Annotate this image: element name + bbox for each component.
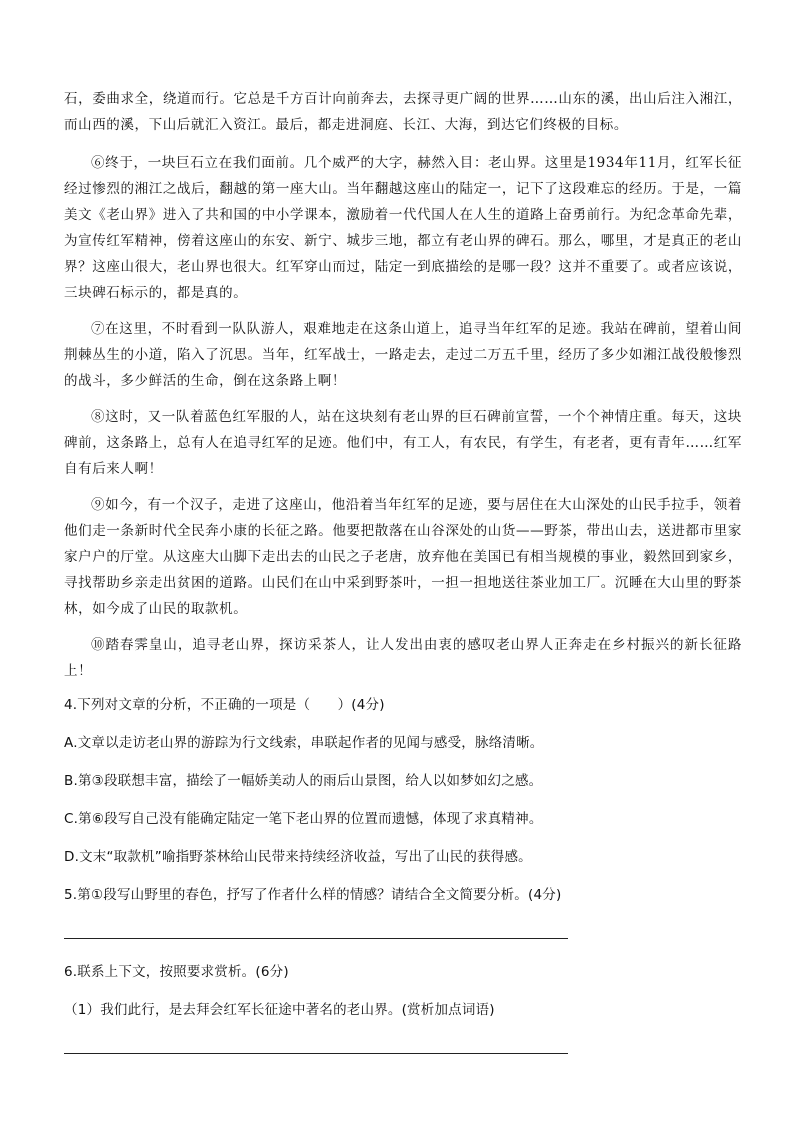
question-4-option-b: B.第③段联想丰富，描绘了一幅娇美动人的雨后山景图，给人以如梦如幻之感。 bbox=[64, 773, 543, 789]
document-page bbox=[64, 86, 742, 1054]
passage-paragraph-5-continued: 石，委曲求全，绕道而行。它总是千方百计向前奔去，去探寻更广阔的世界……山东的溪，出山后注入湘江，而山西的溪，下山后就汇入资江。最后，都走进洞庭、长江、大海，到达它们终极的目标。 bbox=[64, 91, 742, 133]
question-4-option-d: D.文末“取款机”喻指野茶林给山民带来持续经济收益，写出了山民的获得感。 bbox=[64, 849, 532, 865]
question-4: 4.下列对文章的分析，不正确的一项是（ ）(4分) bbox=[64, 697, 385, 713]
passage-paragraph-10: ⑩踏春霁皇山，追寻老山界，探访采茶人，让人发出由衷的感叹老山界人正奔走在乡村振兴的新长征路上！ bbox=[64, 637, 742, 679]
passage-paragraph-6: ⑥终于，一块巨石立在我们面前。几个威严的大字，赫然入目：老山界。这里是1934年11月，红军长征经过惨烈的湘江之战后，翻越的第一座大山。当年翻越这座山的陆定一，记下了这段难忘的经历。于是，一篇美文《老山界》进入了共和国的中小学课本，激励着一代代国人在人生的道路上奋勇前行。为纪念革命先辈，为宣传红军精神，傍着这座山的东安、新宁、城步三地，都立有老山界的碑石。那么，哪里，才是真正的老山界？这座山很大，老山界也很大。红军穿山而过，陆定一到底描绘的是哪一段？这并不重要了。或者应该说，三块碑石标示的，都是真的。 bbox=[64, 155, 742, 301]
question-5: 5.第①段写山野里的春色，抒写了作者什么样的情感？请结合全文简要分析。(4分) bbox=[64, 887, 562, 903]
passage-paragraph-7: ⑦在这里，不时看到一队队游人，艰难地走在这条山道上，追寻当年红军的足迹。我站在碑前，望着山间荆棘丛生的小道，陷入了沉思。当年，红军战士，一路走去，走过二万五千里，经历了多少如湘江战役般惨烈的战斗，多少鲜活的生命，倒在这条路上啊！ bbox=[64, 321, 742, 389]
question-6-part-1: （1）我们此行，是去拜会红军长征途中著名的老山界。(赏析加点词语) bbox=[64, 1002, 495, 1018]
passage-paragraph-8: ⑧这时，又一队着蓝色红军服的人，站在这块刻有老山界的巨石碑前宣誓，一个个神情庄重。每天，这块碑前，这条路上，总有人在追寻红军的足迹。他们中，有工人，有农民，有学生，有老者，更有青年……红军自有后来人啊！ bbox=[64, 409, 742, 477]
question-6-answer-line[interactable] bbox=[64, 1053, 568, 1054]
question-4-option-c: C.第⑥段写自己没有能确定陆定一笔下老山界的位置而遗憾，体现了求真精神。 bbox=[64, 811, 543, 827]
passage-paragraph-9: ⑨如今，有一个汉子，走进了这座山，他沿着当年红军的足迹，要与居住在大山深处的山民手拉手，领着他们走一条新时代全民奔小康的长征之路。他要把散落在山谷深处的山货——野茶，带出山去，送进都市里家家户户的厅堂。从这座大山脚下走出去的山民之子老唐，放弃他在美国已有相当规模的事业，毅然回到家乡，寻找帮助乡亲走出贫困的道路。山民们在山中采到野茶叶，一担一担地送往茶业加工厂。沉睡在大山里的野茶林，如今成了山民的取款机。 bbox=[64, 497, 742, 617]
question-4-option-a: A.文章以走访老山界的游踪为行文线索，串联起作者的见闻与感受，脉络清晰。 bbox=[64, 735, 544, 751]
question-6: 6.联系上下文，按照要求赏析。(6分) bbox=[64, 964, 289, 980]
